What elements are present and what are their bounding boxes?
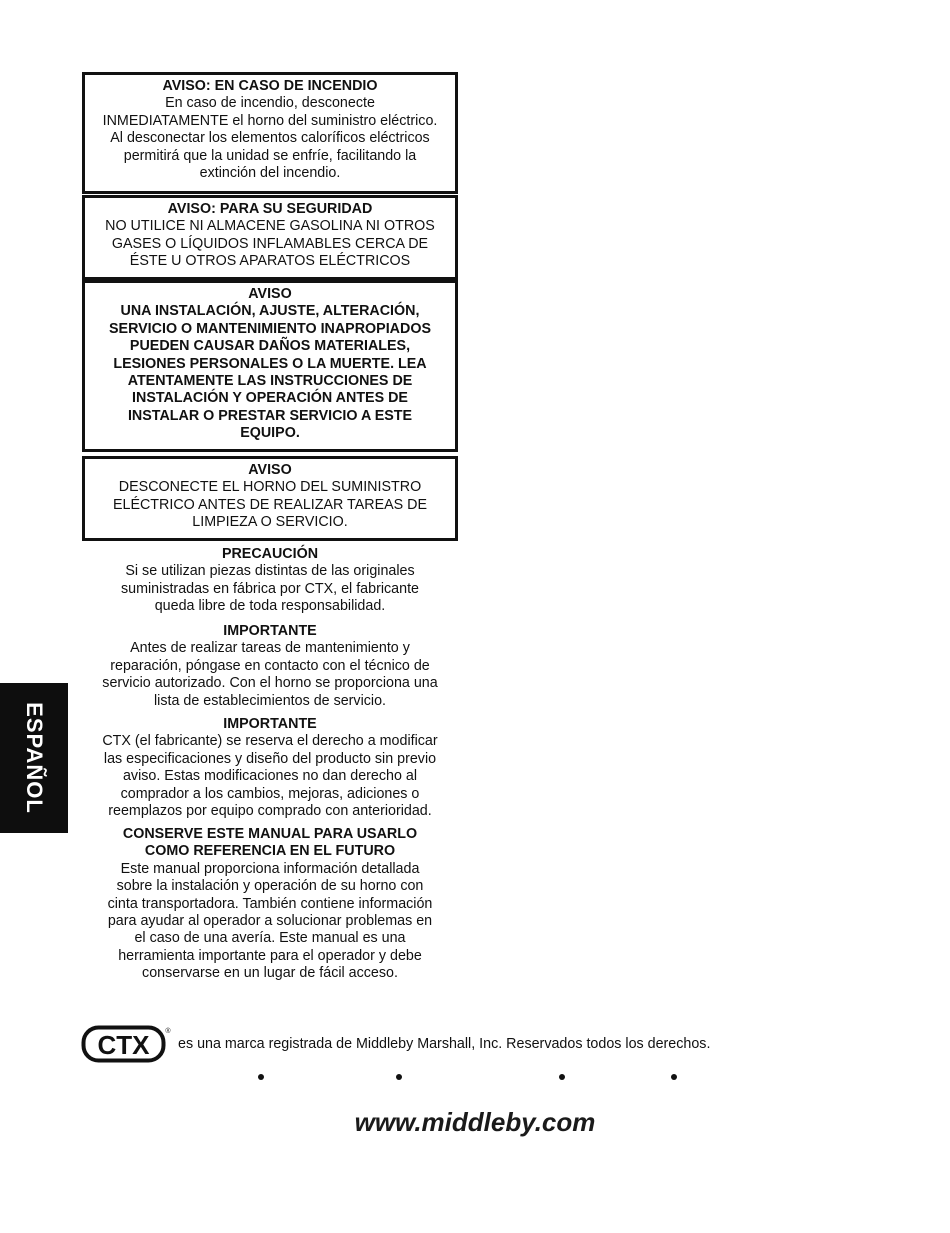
keep-manual-line: cinta transportadora. También contiene información bbox=[107, 895, 433, 912]
keep-manual-section bbox=[82, 826, 458, 983]
important-rights-line: CTX (el fabricante) se reserva el derecho a modificar bbox=[102, 733, 438, 750]
important-rights-section bbox=[82, 716, 458, 820]
safety-warning-title: AVISO: PARA SU SEGURIDAD bbox=[167, 201, 373, 217]
important-service-line: servicio autorizado. Con el horno se proporciona una bbox=[102, 675, 438, 692]
important-rights-line: las especificaciones y diseño del producto sin previo bbox=[103, 750, 437, 767]
important-service-line: lista de establecimientos de servicio. bbox=[153, 692, 387, 709]
safety-warning-line: ÉSTE U OTROS APARATOS ELÉCTRICOS bbox=[129, 253, 411, 270]
fire-warning-line: INMEDIATAMENTE el horno del suministro eléctrico. bbox=[102, 112, 438, 129]
caution-title: PRECAUCIÓN bbox=[221, 546, 319, 562]
installation-warning-line: INSTALAR O PRESTAR SERVICIO A ESTE bbox=[127, 407, 413, 424]
ctx-logo bbox=[81, 1025, 171, 1063]
important-service-title: IMPORTANTE bbox=[223, 623, 317, 639]
disconnect-warning-line: DESCONECTE EL HORNO DEL SUMINISTRO bbox=[118, 479, 422, 496]
fire-warning-title: AVISO: EN CASO DE INCENDIO bbox=[162, 78, 378, 94]
fire-warning-line: extinción del incendio. bbox=[199, 165, 341, 182]
keep-manual-line: el caso de una avería. Este manual es una bbox=[134, 930, 406, 947]
installation-warning-box bbox=[82, 280, 458, 452]
caution-line: queda libre de toda responsabilidad. bbox=[154, 598, 386, 615]
installation-warning-line: EQUIPO. bbox=[240, 425, 300, 442]
trademark-notice: es una marca registrada de Middleby Marshall, Inc. Reservados todos los derechos. bbox=[178, 1036, 711, 1052]
caution-line: suministradas en fábrica por CTX, el fabricante bbox=[121, 580, 419, 597]
keep-manual-line: herramienta importante para el operador y debe bbox=[118, 947, 422, 964]
separator-dot bbox=[559, 1074, 565, 1080]
important-service-line: reparación, póngase en contacto con el técnico de bbox=[110, 657, 430, 674]
safety-warning-line: GASES O LÍQUIDOS INFLAMABLES CERCA DE bbox=[111, 235, 429, 252]
language-tab-label: ESPAÑOL bbox=[22, 702, 47, 814]
safety-warning-line: NO UTILICE NI ALMACENE GASOLINA NI OTROS bbox=[105, 218, 435, 235]
important-rights-line: aviso. Estas modificaciones no dan derecho al bbox=[122, 768, 418, 785]
installation-warning-line: LESIONES PERSONALES O LA MUERTE. LEA bbox=[113, 355, 427, 372]
fire-warning-box bbox=[82, 72, 458, 194]
important-rights-title: IMPORTANTE bbox=[223, 716, 317, 732]
keep-manual-line: para ayudar al operador a solucionar problemas en bbox=[107, 913, 433, 930]
installation-warning-line: ATENTAMENTE LAS INSTRUCCIONES DE bbox=[127, 373, 413, 390]
installation-warning-title: AVISO bbox=[248, 286, 292, 302]
caution-section bbox=[82, 546, 458, 616]
disconnect-warning-line: ELÉCTRICO ANTES DE REALIZAR TAREAS DE bbox=[112, 496, 428, 513]
installation-warning-line: UNA INSTALACIÓN, AJUSTE, ALTERACIÓN, bbox=[120, 303, 420, 320]
installation-warning-line: PUEDEN CAUSAR DAÑOS MATERIALES, bbox=[129, 338, 411, 355]
important-rights-line: comprador a los cambios, mejoras, adiciones o bbox=[120, 785, 420, 802]
caution-line: Si se utilizan piezas distintas de las originales bbox=[125, 563, 415, 580]
installation-warning-line: SERVICIO O MANTENIMIENTO INAPROPIADOS bbox=[109, 320, 431, 337]
ctx-logo-text: CTX bbox=[97, 1030, 150, 1060]
keep-manual-title: CONSERVE ESTE MANUAL PARA USARLO bbox=[122, 826, 418, 842]
fire-warning-line: En caso de incendio, desconecte bbox=[165, 95, 375, 112]
disconnect-warning-line: LIMPIEZA O SERVICIO. bbox=[192, 514, 348, 531]
disconnect-warning-title: AVISO bbox=[248, 462, 292, 478]
separator-dot bbox=[396, 1074, 402, 1080]
important-service-section bbox=[82, 623, 458, 710]
disconnect-warning-box bbox=[82, 456, 458, 541]
website-url: www.middleby.com bbox=[354, 1107, 596, 1137]
keep-manual-title: COMO REFERENCIA EN EL FUTURO bbox=[144, 843, 396, 860]
keep-manual-line: sobre la instalación y operación de su horno con bbox=[116, 878, 424, 895]
safety-warning-box bbox=[82, 195, 458, 280]
separator-dot bbox=[671, 1074, 677, 1080]
keep-manual-line: conservarse en un lugar de fácil acceso. bbox=[142, 965, 398, 982]
fire-warning-line: permitirá que la unidad se enfríe, facilitando la bbox=[123, 147, 417, 164]
separator-dot bbox=[258, 1074, 264, 1080]
fire-warning-line: Al desconectar los elementos caloríficos eléctricos bbox=[110, 130, 430, 147]
important-rights-line: reemplazos por equipo comprado con anterioridad. bbox=[108, 803, 432, 820]
language-side-tab bbox=[0, 683, 68, 833]
important-service-line: Antes de realizar tareas de mantenimiento y bbox=[130, 640, 410, 657]
installation-warning-line: INSTALACIÓN Y OPERACIÓN ANTES DE bbox=[132, 390, 408, 407]
keep-manual-line: Este manual proporciona información detallada bbox=[120, 860, 420, 877]
registered-mark: ® bbox=[165, 1028, 171, 1035]
